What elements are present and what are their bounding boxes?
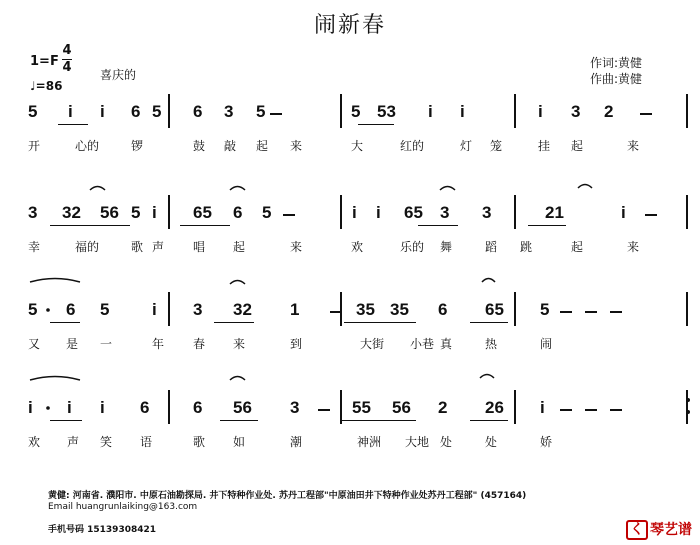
note: 26 <box>485 398 504 417</box>
note: 56 <box>100 203 119 222</box>
lyric-syllable: 锣 <box>131 139 144 153</box>
lyric-syllable: 来 <box>627 139 640 153</box>
note: i <box>352 203 357 222</box>
slur-arc <box>482 279 495 283</box>
lyric-syllable: 起 <box>571 139 584 153</box>
note: 56 <box>233 398 252 417</box>
note: i <box>428 102 433 121</box>
note: 6 <box>66 300 76 319</box>
meter-top: 4 <box>62 43 72 58</box>
note: 5 <box>256 102 266 121</box>
note: 6 <box>140 398 150 417</box>
repeat-dot <box>686 410 690 414</box>
note: i <box>152 203 157 222</box>
lyric-syllable: 年 <box>152 337 165 351</box>
lyric-syllable: 大街 <box>360 337 385 351</box>
note: i <box>540 398 545 417</box>
lyric-syllable: 如 <box>233 435 246 449</box>
note: 35 <box>356 300 375 319</box>
lyric-syllable: 到 <box>290 337 303 351</box>
lyricist-credit: 作词:黄健 <box>590 56 643 70</box>
note: 65 <box>193 203 212 222</box>
lyric-syllable: 幸 <box>28 240 41 254</box>
lyric-syllable: 敲 <box>224 139 237 153</box>
note: 6 <box>438 300 448 319</box>
lyric-syllable: 闹 <box>540 337 553 351</box>
footer-email: Email huangrunlaiking@163.com <box>48 502 198 512</box>
note: 6 <box>193 398 203 417</box>
note: i <box>28 398 33 417</box>
note: 55 <box>352 398 371 417</box>
slur-arc <box>440 187 455 191</box>
note: i <box>67 398 72 417</box>
note: i <box>538 102 543 121</box>
augmentation-dot <box>46 308 50 312</box>
expression-mark: 喜庆的 <box>100 68 137 82</box>
note: i <box>621 203 626 222</box>
note: 32 <box>233 300 252 319</box>
lyric-syllable: 来 <box>290 240 303 254</box>
lyric-syllable: 灯 <box>460 139 473 153</box>
lyric-syllable: 笑 <box>100 435 113 449</box>
lyric-syllable: 潮 <box>290 435 303 449</box>
note: 53 <box>377 102 396 121</box>
lyric-syllable: 春 <box>193 337 206 351</box>
slur-arc <box>230 281 245 285</box>
note: 3 <box>193 300 203 319</box>
footer-address: 黄健: 河南省. 濮阳市. 中原石油勘探局. 井下特种作业处. 苏丹工程部"中原油田井下特种作业处苏丹工程部" (457164) <box>48 491 527 501</box>
note: i <box>152 300 157 319</box>
slur-arc <box>230 187 245 191</box>
tempo-marking: ♩=86 <box>30 79 63 93</box>
note: i <box>100 398 105 417</box>
note: 5 <box>152 102 162 121</box>
note: 5 <box>131 203 141 222</box>
slur-arc <box>30 377 80 381</box>
note: i <box>100 102 105 121</box>
lyric-syllable: 神洲 <box>357 435 382 449</box>
lyric-syllable: 娇 <box>540 435 553 449</box>
note: 5 <box>351 102 361 121</box>
lyric-syllable: 红的 <box>400 139 425 153</box>
note: 5 <box>28 102 38 121</box>
lyric-syllable: 跳 <box>520 240 533 254</box>
lyric-syllable: 乐的 <box>400 240 425 254</box>
lyric-syllable: 笼 <box>490 139 503 153</box>
note: 3 <box>224 102 234 121</box>
lyric-syllable: 心的 <box>75 139 100 153</box>
footer-phone: 手机号码 15139308421 <box>48 525 157 535</box>
note: 3 <box>571 102 581 121</box>
lyric-syllable: 歌 <box>131 240 144 254</box>
note: 3 <box>440 203 450 222</box>
lyric-syllable: 来 <box>290 139 303 153</box>
note: 56 <box>392 398 411 417</box>
lyric-syllable: 处 <box>440 435 453 449</box>
note: 2 <box>604 102 614 121</box>
lyric-syllable: 语 <box>140 435 153 449</box>
note: 6 <box>233 203 243 222</box>
lyric-syllable: 来 <box>627 240 640 254</box>
lyric-syllable: 一 <box>100 337 113 351</box>
lyric-syllable: 鼓 <box>193 139 206 153</box>
lyric-syllable: 欢 <box>28 435 41 449</box>
note: 3 <box>290 398 300 417</box>
note: i <box>376 203 381 222</box>
lyric-syllable: 起 <box>256 139 269 153</box>
note: 5 <box>28 300 38 319</box>
lyric-syllable: 来 <box>233 337 246 351</box>
note: 32 <box>62 203 81 222</box>
slur-arc <box>578 185 592 189</box>
slur-arc <box>30 279 80 283</box>
lyric-syllable: 大 <box>351 139 364 153</box>
note: 1 <box>290 300 300 319</box>
note: 6 <box>193 102 203 121</box>
repeat-dot <box>686 398 690 402</box>
note: i <box>68 102 73 121</box>
lyric-syllable: 声 <box>152 240 165 254</box>
note: 65 <box>404 203 423 222</box>
lyric-syllable: 蹈 <box>485 240 498 254</box>
meter-bottom: 4 <box>62 60 72 75</box>
lyric-syllable: 歌 <box>193 435 206 449</box>
slur-arc <box>90 187 105 191</box>
note: 35 <box>390 300 409 319</box>
note: 6 <box>131 102 141 121</box>
lyric-syllable: 舞 <box>440 240 453 254</box>
lyric-syllable: 是 <box>66 337 79 351</box>
lyric-syllable: 唱 <box>193 240 206 254</box>
note: 5 <box>262 203 272 222</box>
composer-credit: 作曲:黄健 <box>590 72 643 86</box>
lyric-syllable: 小巷 <box>410 337 435 351</box>
lyric-syllable: 欢 <box>351 240 364 254</box>
note: 5 <box>100 300 110 319</box>
logo-mark-icon: く <box>626 520 648 540</box>
page-title: 闹新春 <box>313 13 386 38</box>
lyric-syllable: 开 <box>28 139 41 153</box>
site-logo <box>626 519 692 539</box>
lyric-syllable: 挂 <box>538 139 551 153</box>
lyric-syllable: 真 <box>440 337 453 351</box>
lyric-syllable: 热 <box>485 337 498 351</box>
lyric-syllable: 大地 <box>405 435 430 449</box>
note: 65 <box>485 300 504 319</box>
note: 3 <box>28 203 38 222</box>
note: 21 <box>545 203 564 222</box>
lyric-syllable: 起 <box>571 240 584 254</box>
note: i <box>460 102 465 121</box>
note: 5 <box>540 300 550 319</box>
lyric-syllable: 起 <box>233 240 246 254</box>
slur-arc <box>480 375 494 379</box>
lyric-syllable: 福的 <box>75 240 100 254</box>
lyric-syllable: 又 <box>28 337 41 351</box>
note: 3 <box>482 203 492 222</box>
lyric-syllable: 处 <box>485 435 498 449</box>
slur-arc <box>230 377 245 381</box>
logo-text: 琴艺谱 <box>650 522 692 538</box>
augmentation-dot <box>46 406 50 410</box>
note: 2 <box>438 398 448 417</box>
lyric-syllable: 声 <box>67 435 80 449</box>
key-signature: 1=F <box>30 54 59 69</box>
